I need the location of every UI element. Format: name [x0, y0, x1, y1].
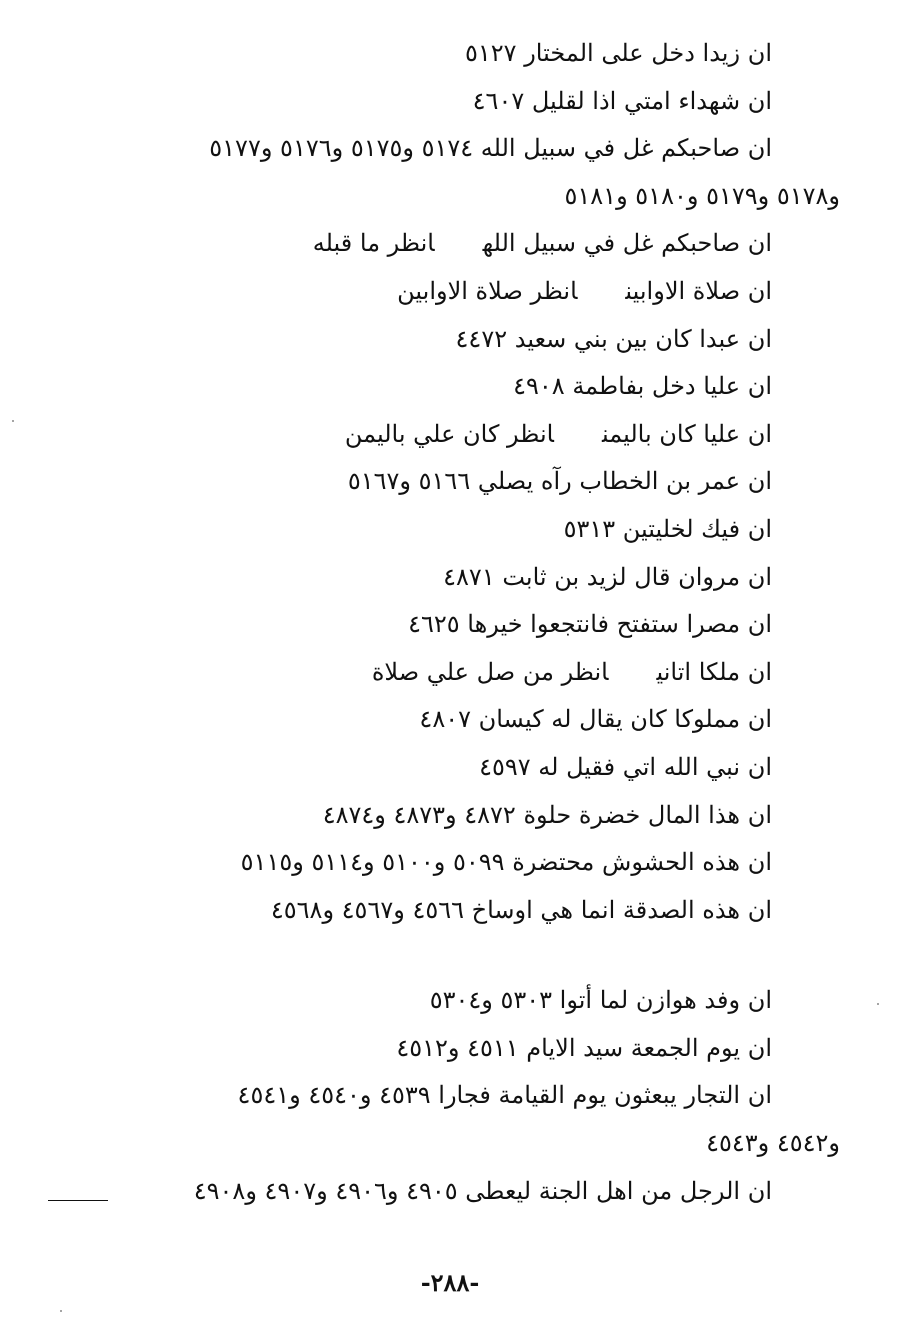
- entry-text: ان نبي الله اتي فقيل له ٤٥٩٧: [479, 752, 772, 781]
- entry-text: و٥١٧٨ و٥١٧٩ و٥١٨٠ و٥١٨١: [564, 181, 840, 210]
- paper-speck: [12, 420, 14, 422]
- entry-cross-reference: انظر كان علي باليمن: [344, 419, 554, 448]
- entry-text: ان هذا المال خضرة حلوة ٤٨٧٢ و٤٨٧٣ و٤٨٧٤: [322, 800, 772, 829]
- index-entry: [72, 1168, 772, 1216]
- entry-text: ان هذه الصدقة انما هي اوساخ ٤٥٦٦ و٤٥٦٧ و٤٥٦٨: [270, 895, 772, 924]
- entry-text: ان شهداء امتي اذا لقليل ٤٦٠٧: [472, 86, 772, 115]
- index-entry: [72, 458, 772, 506]
- entry-text: ان وفد هوازن لما أتوا ٥٣٠٣ و٥٣٠٤: [429, 986, 772, 1015]
- index-entry: [72, 125, 772, 173]
- index-entry: [72, 696, 772, 744]
- entry-text: و٤٥٤٢ و٤٥٤٣: [706, 1129, 840, 1158]
- entry-text: ان مروان قال لزيد بن ثابت ٤٨٧١: [443, 562, 772, 591]
- entry-cross-reference: انظر صلاة الاوابين: [397, 276, 578, 305]
- index-entry: [72, 792, 772, 840]
- paper-speck: [877, 1003, 879, 1005]
- index-entry: [72, 411, 772, 459]
- index-entry: [72, 887, 772, 935]
- index-entry: [72, 649, 772, 697]
- entry-text: ان يوم الجمعة سيد الايام ٤٥١١ و٤٥١٢: [396, 1033, 772, 1062]
- entry-cross-reference: انظر من صل علي صلاة: [371, 657, 609, 686]
- entry-text: ان ملكا اتاني: [656, 657, 772, 686]
- entry-text: ان صلاة الاوابين: [625, 276, 772, 305]
- index-entry: [72, 220, 772, 268]
- entry-cross-reference: انظر ما قبله: [312, 229, 435, 258]
- index-entry: [72, 744, 772, 792]
- entry-text: ان فيك لخليتين ٥٣١٣: [563, 514, 772, 543]
- index-entry: [72, 1025, 772, 1073]
- blank-line: [72, 934, 772, 977]
- entry-text: ان عمر بن الخطاب رآه يصلي ٥١٦٦ و٥١٦٧: [347, 467, 772, 496]
- index-entry: [72, 554, 772, 602]
- entry-text: ان عبدا كان بين بني سعيد ٤٤٧٢: [455, 324, 772, 353]
- entry-text: ان التجار يبعثون يوم القيامة فجارا ٤٥٣٩ و٤٥٤٠ و٤٥٤١: [237, 1081, 772, 1110]
- index-entry: [72, 839, 772, 887]
- index-entry: [72, 268, 772, 316]
- entry-text: ان مصرا ستفتح فانتجعوا خيرها ٤٦٢٥: [408, 610, 772, 639]
- entry-text: ان هذه الحشوش محتضرة ٥٠٩٩ و٥١٠٠ و٥١١٤ و٥١١٥: [240, 848, 772, 877]
- entry-text: ان صاحبكم غل في سبيل الله: [482, 229, 772, 258]
- index-list: [72, 30, 840, 1215]
- index-entry: [72, 78, 772, 126]
- index-entry: [72, 977, 772, 1025]
- entry-text: ان مملوكا كان يقال له كيسان ٤٨٠٧: [419, 705, 772, 734]
- index-entry-continuation: [72, 173, 840, 221]
- entry-text: ان الرجل من اهل الجنة ليعطى ٤٩٠٥ و٤٩٠٦ و٤٩٠٧ و٤٩٠٨: [193, 1176, 772, 1205]
- index-entry: [72, 506, 772, 554]
- entry-text: ان عليا كان باليمن: [601, 419, 772, 448]
- index-entry: [72, 30, 772, 78]
- entry-text: ان زيدا دخل على المختار ٥١٢٧: [465, 39, 772, 67]
- index-entry: [72, 316, 772, 364]
- index-entry: [72, 601, 772, 649]
- index-entry: [72, 1072, 772, 1120]
- index-entry: [72, 363, 772, 411]
- paper-speck: [60, 1310, 62, 1312]
- entry-text: ان صاحبكم غل في سبيل الله ٥١٧٤ و٥١٧٥ و٥١٧٦ و٥١٧٧: [209, 134, 772, 163]
- page-number: -٢٨٨-: [420, 1268, 480, 1297]
- index-entry-continuation: [72, 1120, 840, 1168]
- entry-text: ان عليا دخل بفاطمة ٤٩٠٨: [513, 372, 772, 401]
